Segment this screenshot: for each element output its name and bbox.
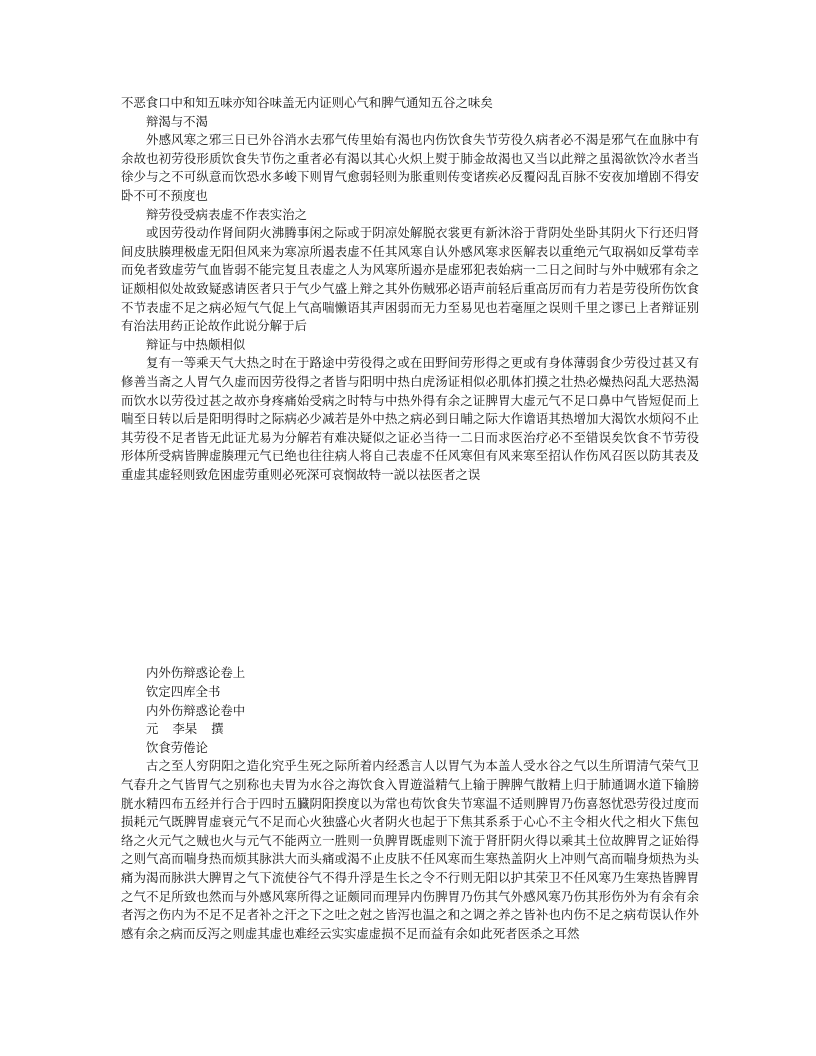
author-name: 李杲 xyxy=(172,721,198,737)
chapter-title: 饮食劳倦论 xyxy=(146,739,208,755)
heading-labor-illness: 辩劳役受病表虚不作表实治之 xyxy=(146,206,308,222)
heading-heat-stroke: 辩证与中热颇相似 xyxy=(146,336,246,352)
paragraph-thirst: 外感风寒之邪三日已外谷消水去邪气传里始有渴也内伤饮食失节劳役久病者必不渴是邪气在血脉中有余故也初劳役形质饮食失节伤之重者必有渴以其心火炽上熨于肺金故渴也又当以此辩之虽渴欲饮冷水者当徐少与之不可纵意而饮恐水多峻下则胃气愈弱轻则为胀重则传变诸疾必反覆闷乱百脉不安夜加增剧不得安卧不可不预度也 xyxy=(121,132,699,203)
dynasty: 元 xyxy=(146,721,159,737)
section-two xyxy=(121,664,699,943)
paragraph-heat-stroke: 复有一等乘天气大热之时在于路途中劳役得之或在田野间劳形得之更或有身体薄弱食少劳役过甚又有修善当斋之人胃气久虚而因劳役得之者皆与阳明中热白虎汤证相似必肌体扪摸之壮热必燥热闷乱大恶热渴而饮水以劳役过甚之故亦身疼痛始受病之时特与中热外得有余之证脾胃大虚元气不足口鼻中气皆短促而上喘至日转以后是阳明得时之际病必少减若是外中热之病必到日晡之际大作谵语其热增加大渴饮水烦闷不止其劳役不足者皆无此证尤易为分解若有难决疑似之证必当待一二日而求医治疗必不至错误矣饮食不节劳役形体所受病皆脾虚腠理元气已绝也往往病人将自己表虚不任风寒但有风来寒至招认作伤风召医以防其表及重虚其虚轻则致危困虚劳重则必死深可哀悯故特一説以祛医者之误 xyxy=(121,355,699,482)
blank-space xyxy=(121,484,699,664)
paragraph-labor-illness: 或因劳役动作肾间阴火沸腾事闲之际或于阴凉处解脱衣裳更有新沐浴于背阴处坐卧其阴火下行还归肾间皮肤腠理极虚无阳但风来为寒凉所遏表虚不任其风寒自认外感风寒求医解表以重绝元气取祸如反掌苟幸而免者致虚劳气血皆弱不能完复且表虚之人为风寒所遏亦是虚邪犯表始病一二日之间时与外中贼邪有余之证颇相似处故致疑惑请医者只于气少气盛上辩之其外伤贼邪必语声前轻后重高厉而有力若是劳役所伤饮食不节表虚不足之病必短气气促上气高喘懒语其声困弱而无力至易见也若毫厘之误则千里之谬已上者辩证别有治法用药正论故作此说分解于后 xyxy=(121,225,699,334)
volume-title: 内外伤辩惑论卷中 xyxy=(146,702,246,718)
volume-end-title: 内外伤辩惑论卷上 xyxy=(146,665,246,681)
author-line xyxy=(121,720,699,739)
paragraph-diet-fatigue: 古之至人穷阴阳之造化究乎生死之际所着内经悉言人以胃气为本盖人受水谷之气以生所谓清气荣气卫气春升之气皆胃气之别称也夫胃为水谷之海饮食入胃遊溢精气上输于脾脾气散精上归于肺通调水道下输膀胱水精四布五经并行合于四时五臓阴阳揆度以为常也苟饮食失节寒温不适则脾胃乃伤喜怒忧恐劳役过度而损耗元气既脾胃虚衰元气不足而心火独盛心火者阴火也起于下焦其系系于心心不主令相火代之相火下焦包络之火元气之贼也火与元气不能两立一胜则一负脾胃既虚则下流于肾肝阴火得以乘其土位故脾胃之证始得之则气高而喘身热而烦其脉洪大而头痛或渴不止皮肤不任风寒而生寒热盖阴火上冲则气高而喘身烦热为头痛为渴而脉洪大脾胃之气下流使谷气不得升浮是生长之令不行则无阳以护其荣卫不任风寒乃生寒热皆脾胃之气不足所致也然而与外感风寒所得之证颇同而理异内伤脾胃乃伤其气外感风寒乃伤其形伤外为有余有余者泻之伤内为不足不足者补之汗之下之吐之尅之皆泻也温之和之调之养之皆补也内伤不足之病苟误认作外感有余之病而反泻之则虚其虚也难经云实实虚虚损不足而益有余如此死者医杀之耳然 xyxy=(121,758,699,941)
paragraph-continuation: 不恶食口中和知五味亦知谷味盖无内证则心气和脾气通知五谷之味矣 xyxy=(121,95,493,110)
document-page xyxy=(121,94,699,943)
author-role: 撰 xyxy=(211,721,224,737)
heading-thirst: 辩渴与不渴 xyxy=(146,113,208,129)
section-one xyxy=(121,94,699,484)
collection-title: 钦定四库全书 xyxy=(146,684,221,700)
